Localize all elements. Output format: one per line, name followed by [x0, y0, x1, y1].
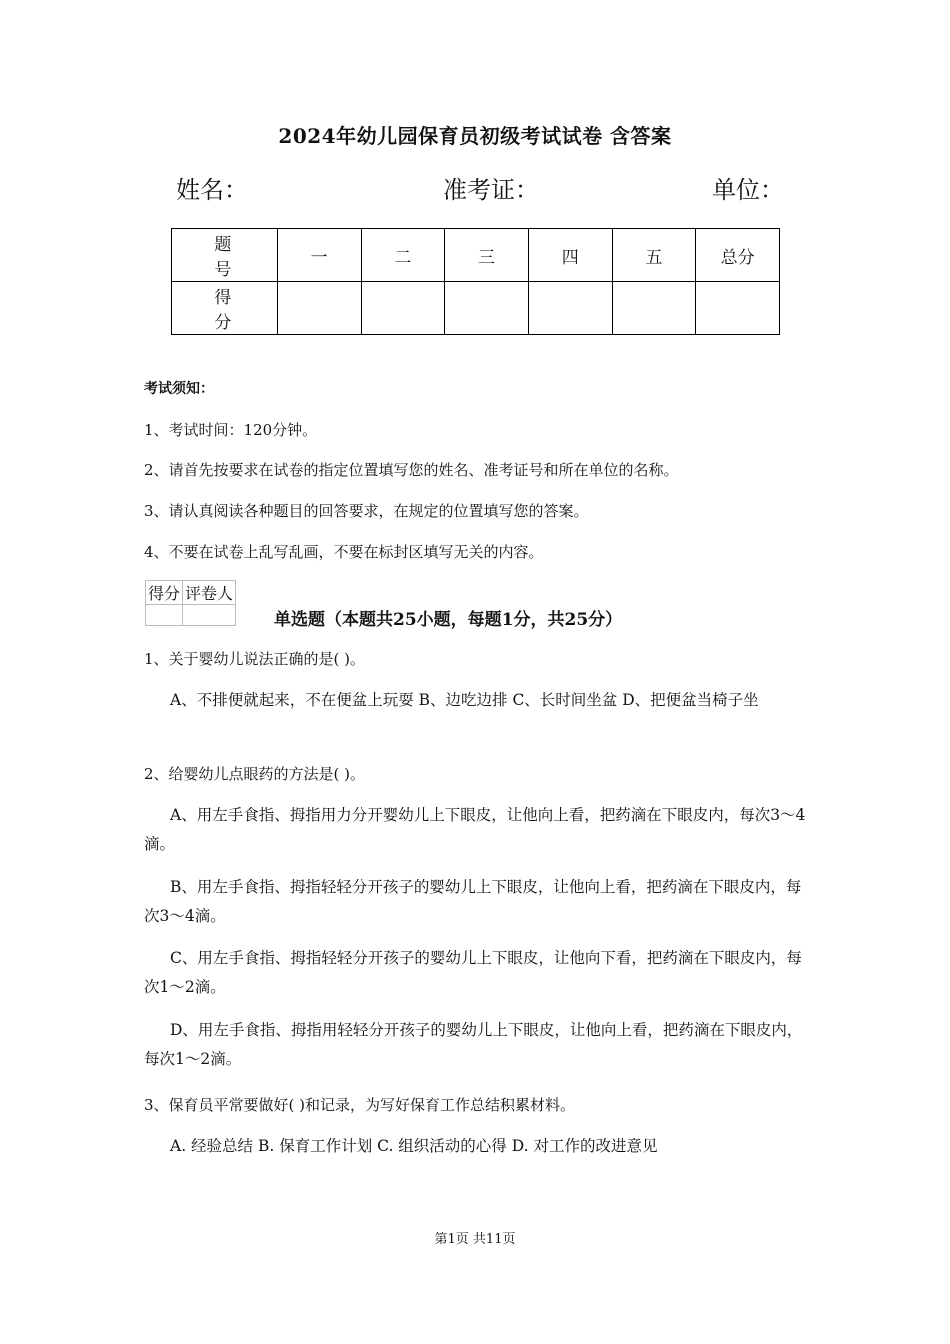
question-stem: 1、关于婴幼儿说法正确的是( )。: [144, 650, 366, 668]
notice-item: 1、考试时间：120分钟。: [144, 421, 318, 439]
score-table-header-cell: 五: [612, 229, 696, 282]
notice-item: 4、不要在试卷上乱写乱画，不要在标封区填写无关的内容。: [144, 543, 544, 561]
grader-score-label: 得分: [146, 581, 183, 605]
score-table-header-cell: 三: [445, 229, 529, 282]
score-row-label: 得 分: [172, 282, 278, 335]
score-cell[interactable]: [696, 282, 780, 335]
grader-reviewer-cell[interactable]: [183, 605, 236, 626]
score-cell[interactable]: [528, 282, 612, 335]
question-option-c: C、用左手食指、拇指轻轻分开孩子的婴幼儿上下眼皮，让他向下看，把药滴在下眼皮内，每次1～2滴。: [144, 949, 802, 996]
question-option-a: A、用左手食指、拇指用力分开婴幼儿上下眼皮，让他向上看，把药滴在下眼皮内，每次3～4滴。: [144, 806, 806, 853]
score-cell[interactable]: [277, 282, 361, 335]
score-table-header-cell: 二: [361, 229, 445, 282]
score-cell[interactable]: [612, 282, 696, 335]
score-table-header-cell: 题 号: [172, 229, 278, 282]
score-table-header-cell: 一: [277, 229, 361, 282]
score-table: [171, 228, 780, 335]
grader-score-cell[interactable]: [146, 605, 183, 626]
score-cell[interactable]: [445, 282, 529, 335]
question-options: A、不排便就起来，不在便盆上玩耍 B、边吃边排 C、长时间坐盆 D、把便盆当椅子坐: [170, 691, 759, 709]
name-field-label: 姓名：: [176, 176, 248, 204]
score-table-header-row: [172, 229, 780, 282]
grader-box: [145, 580, 236, 626]
notice-item: 2、请首先按要求在试卷的指定位置填写您的姓名、准考证号和所在单位的名称。: [144, 461, 679, 479]
question-stem: 2、给婴幼儿点眼药的方法是( )。: [144, 765, 366, 783]
page-footer: 第1页 共11页: [434, 1232, 516, 1247]
score-cell[interactable]: [361, 282, 445, 335]
score-table-header-cell: 四: [528, 229, 612, 282]
question-stem: 3、保育员平常要做好( )和记录，为写好保育工作总结积累材料。: [144, 1096, 576, 1114]
score-table-header-cell: 总分: [696, 229, 780, 282]
unit-field-label: 单位：: [712, 176, 784, 204]
section-title: 单选题（本题共25小题，每题1分，共25分）: [274, 610, 623, 630]
notice-title: 考试须知：: [144, 381, 214, 397]
notice-item: 3、请认真阅读各种题目的回答要求，在规定的位置填写您的答案。: [144, 502, 589, 520]
ticket-field-label: 准考证：: [443, 176, 539, 204]
question-option-d: D、用左手食指、拇指用轻轻分开孩子的婴幼儿上下眼皮，让他向上看，把药滴在下眼皮内，每次1～2滴。: [144, 1021, 803, 1068]
score-table-score-row: [172, 282, 780, 335]
question-option-b: B、用左手食指、拇指轻轻分开孩子的婴幼儿上下眼皮，让他向上看，把药滴在下眼皮内，每次3～4滴。: [144, 878, 802, 925]
page-title: 2024年幼儿园保育员初级考试试卷 含答案: [278, 124, 672, 148]
question-options: A. 经验总结 B. 保育工作计划 C. 组织活动的心得 D. 对工作的改进意见: [170, 1137, 658, 1155]
grader-reviewer-label: 评卷人: [183, 581, 236, 605]
